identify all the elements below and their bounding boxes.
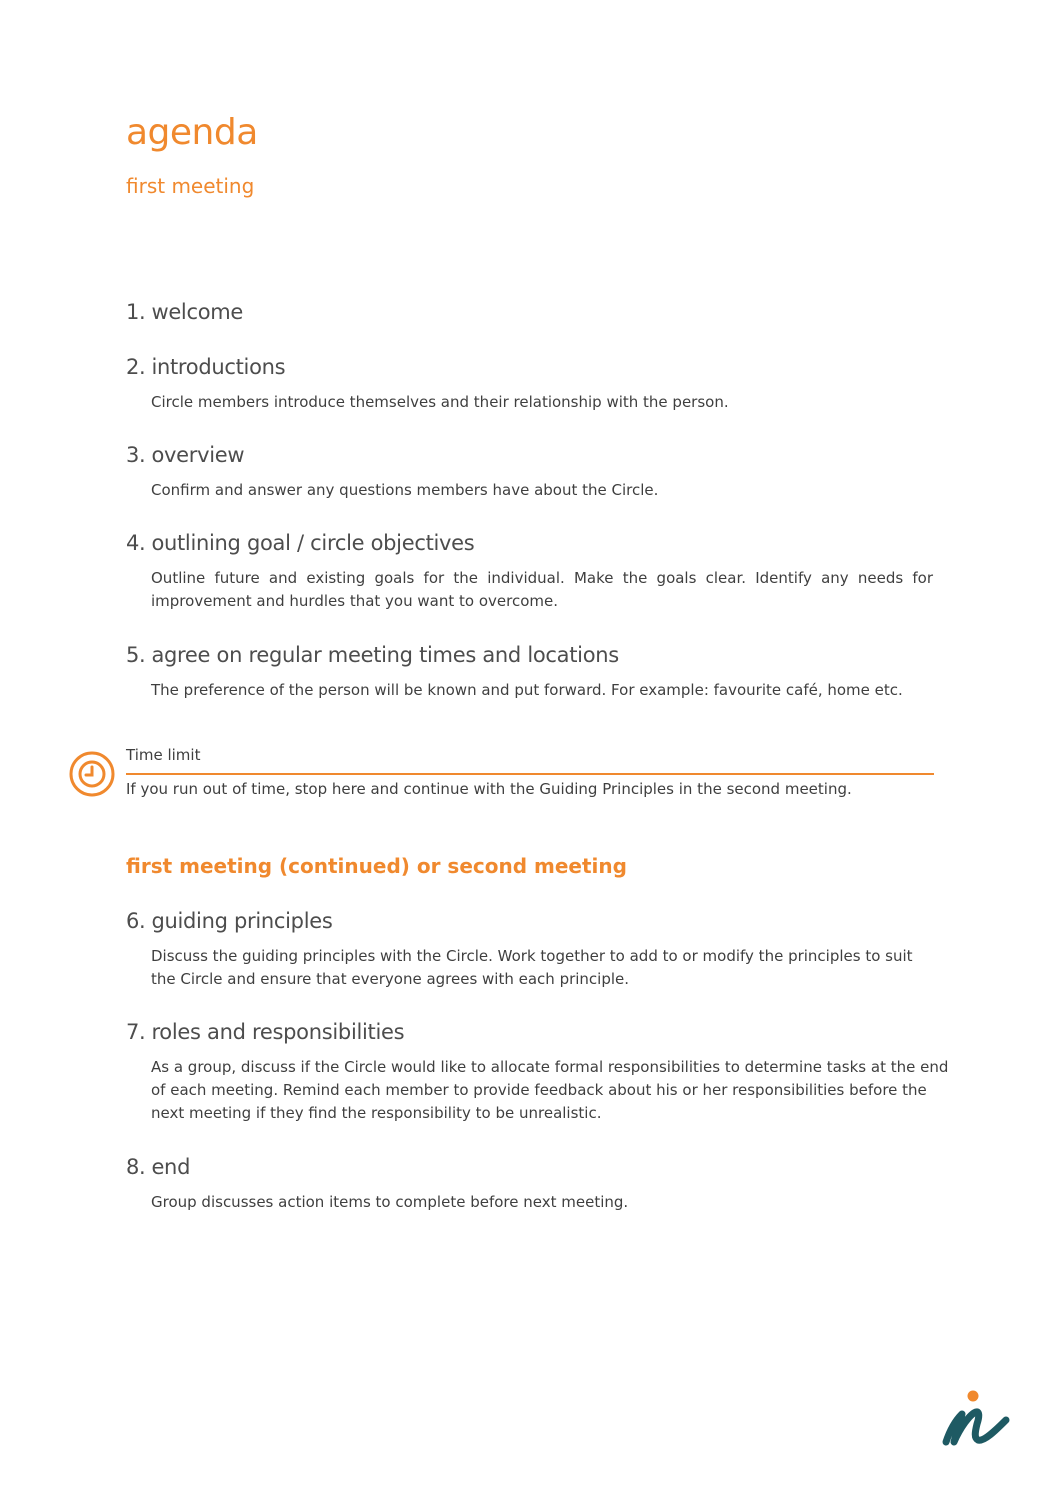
agenda-item-roles [126, 1019, 949, 1125]
agenda-item-objectives [126, 530, 946, 613]
agenda-item-end [126, 1154, 946, 1214]
agenda-item-heading [126, 354, 946, 380]
agenda-item-body: The preference of the person will be known and put forward. For example: favourite café, home etc. [151, 681, 903, 699]
agenda-item-number: 8. [126, 1155, 146, 1179]
agenda-item-heading [126, 1154, 946, 1180]
agenda-item-heading [126, 642, 946, 668]
agenda-item-body: Circle members introduce themselves and their relationship with the person. [151, 393, 729, 411]
agenda-item-body: Confirm and answer any questions members have about the Circle. [151, 481, 659, 499]
agenda-item-heading [126, 908, 946, 934]
agenda-item-title: agree on regular meeting times and locations [151, 643, 619, 667]
agenda-item-title: welcome [151, 300, 244, 324]
agenda-item-title: introductions [151, 355, 286, 379]
agenda-item-body: Discuss the guiding principles with the Circle. Work together to add to or modify the principles to suit the Circle and ensure that everyone agrees with each principle. [151, 947, 913, 988]
page-subtitle: first meeting [126, 174, 255, 198]
agenda-item-number: 4. [126, 531, 146, 555]
agenda-item-meeting-times [126, 642, 946, 702]
agenda-item-number: 5. [126, 643, 146, 667]
agenda-item-number: 7. [126, 1020, 146, 1044]
agenda-item-number: 6. [126, 909, 146, 933]
time-limit-label: Time limit [126, 746, 201, 764]
organisation-logo [940, 1390, 1012, 1450]
agenda-item-title: roles and responsibilities [151, 1020, 405, 1044]
page-title: agenda [126, 112, 258, 153]
agenda-item-heading [126, 299, 946, 325]
agenda-item-guiding-principles [126, 908, 946, 991]
agenda-item-welcome [126, 299, 946, 325]
agenda-item-heading [126, 442, 946, 468]
agenda-item-title: outlining goal / circle objectives [151, 531, 475, 555]
agenda-item-body: As a group, discuss if the Circle would like to allocate formal responsibilities to determine tasks at the end of each meeting. Remind each member to provide feedback about his or her responsibilities before the next meeting if they find the responsibility to be unrealistic. [151, 1058, 949, 1122]
agenda-item-number: 2. [126, 355, 146, 379]
agenda-item-heading [126, 1019, 946, 1045]
agenda-item-number: 1. [126, 300, 146, 324]
time-limit-text: If you run out of time, stop here and continue with the Guiding Principles in the second meeting. [126, 780, 852, 798]
agenda-item-number: 3. [126, 443, 146, 467]
agenda-item-title: guiding principles [151, 909, 333, 933]
time-limit-callout [68, 744, 934, 804]
agenda-item-body: Outline future and existing goals for the individual. Make the goals clear. Identify any needs for improvement and hurdles that you want to overcome. [151, 569, 933, 610]
agenda-item-overview [126, 442, 946, 502]
agenda-item-body: Group discusses action items to complete before next meeting. [151, 1193, 629, 1211]
clock-icon [68, 749, 118, 799]
time-limit-divider [126, 773, 934, 775]
agenda-item-heading [126, 530, 946, 556]
section-title-second-meeting: first meeting (continued) or second meeting [126, 854, 627, 878]
agenda-item-title: overview [151, 443, 245, 467]
agenda-item-title: end [151, 1155, 191, 1179]
agenda-item-introductions [126, 354, 946, 414]
